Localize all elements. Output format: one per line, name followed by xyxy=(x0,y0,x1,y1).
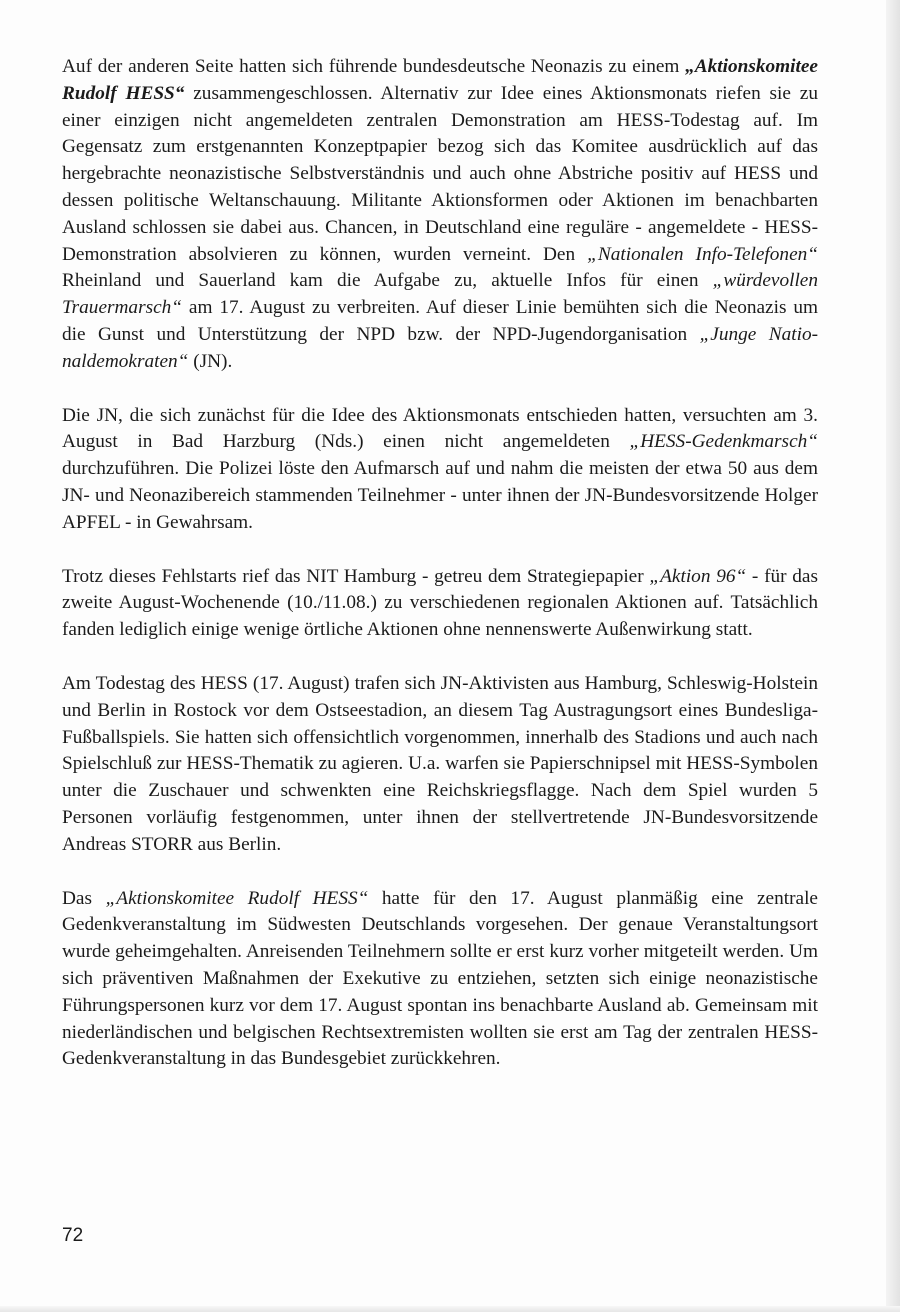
scan-edge xyxy=(886,0,900,1312)
text-span: Das xyxy=(62,887,106,909)
text-span: Rheinland und Sauerland kam die Aufgabe zu, aktuelle Infos für einen xyxy=(62,270,713,292)
text-span: Trotz dieses Fehlstarts rief das NIT Hamburg - getreu dem Strategiepapier xyxy=(62,565,650,587)
text-span: durchzuführen. Die Polizei löste den Aufmarsch auf und nahm die meisten der etwa 50 aus dem JN- und Neonazibereich stammenden Teilnehmer - unter ihnen der JN-Bundesvorsitzende Holger APFEL - in Gewahrsam. xyxy=(62,458,818,533)
italic-span: „Nationalen Info-Telefonen“ xyxy=(587,243,818,265)
text-span: (JN). xyxy=(188,350,233,372)
paragraph xyxy=(62,54,818,376)
text-span: Die JN, die sich zunächst für die Idee des Aktionsmonats entschieden hatten, versuchten am 3. August in Bad Harzburg (Nds.) einen nicht angemeldeten xyxy=(62,404,818,453)
italic-span: „Aktionskomitee Rudolf HESS“ xyxy=(105,887,369,909)
text-span: zusammengeschlossen. Alternativ zur Idee eines Aktionsmonats riefen sie zu einer einzigen nicht angemeldeten zentralen Demonstration am HESS-Todestag auf. Im Gegensatz zum erstgenannten Konzeptpapier bezog sich das Komitee ausdrücklich auf das hergebrachte neonazistische Selbstverständnis und auch ohne Abstriche positiv auf HESS und dessen politische Weltanschauung. Militante Aktionsformen oder Aktionen im benachbarten Ausland schlossen sie dabei aus. Chancen, in Deutschland eine reguläre - angemeldete - HESS-Demonstration absolvieren zu können, wurden verneint. Den xyxy=(62,82,818,265)
italic-span: „Aktion 96“ xyxy=(649,565,747,587)
paragraph xyxy=(62,403,818,537)
paragraph xyxy=(62,564,818,644)
bold-italic-span: „Aktionskomitee Rudolf HESS“ xyxy=(62,56,818,104)
text-span: hatte für den 17. August planmäßig eine zentrale Gedenkveranstaltung im Südwesten Deutschlands vorgesehen. Der genaue Veranstaltungsort wurde geheimgehalten. Anreisenden Teilnehmern sollte er erst kurz vorher mitgeteilt werden. Um sich präventiven Maßnahmen der Exekutive zu entziehen, setzten sich einige neonazistische Führungspersonen kurz vor dem 17. August spontan ins benachbarte Ausland ab. Gemeinsam mit niederländischen und belgischen Rechtsextremisten wollten sie erst am Tag der zentralen HESS-Gedenkveranstaltung in das Bundesgebiet zurückkehren. xyxy=(62,887,818,1070)
body-text xyxy=(62,54,818,1073)
paragraph xyxy=(62,671,818,859)
paragraph xyxy=(62,886,818,1074)
text-span: Auf der anderen Seite hatten sich führende bundesdeutsche Neonazis zu einem xyxy=(62,56,686,77)
text-span: - für das zweite August-Wochenende (10./11.08.) zu verschiedenen regionalen Aktionen auf. Tatsächlich fanden lediglich einige wenige örtliche Aktionen ohne nennenswerte Außenwirkung statt. xyxy=(62,565,818,641)
scan-edge-bottom xyxy=(0,1306,900,1312)
text-span: am 17. August zu verbreiten. Auf dieser Linie bemühten sich die Neonazis um die Gunst und Unterstützung der NPD bzw. der NPD-Jugendorganisation xyxy=(62,297,818,345)
page-number: 72 xyxy=(62,1225,84,1246)
text-span: Am Todestag des HESS (17. August) trafen sich JN-Aktivisten aus Hamburg, Schleswig-Holstein und Berlin in Rostock vor dem Ostseestadion, an diesem Tag Austragungsort eines Bundesliga-Fußballspiels. Sie hatten sich offensichtlich vorgenommen, innerhalb des Stadions und auch nach Spielschluß zur HESS-Thematik zu agieren. U.a. warfen sie Papierschnipsel mit HESS-Symbolen unter die Zuschauer und schwenkten eine Reichskriegsflagge. Nach dem Spiel wurden 5 Personen vorläufig festgenommen, unter ihnen der stellvertretende JN-Bundesvorsitzende Andreas STORR aus Berlin. xyxy=(62,672,818,855)
italic-span: „HESS-Gedenkmarsch“ xyxy=(629,431,818,453)
italic-span: „würdevollen Trauermarsch“ xyxy=(62,270,818,319)
italic-span: „Junge Nationaldemokraten“ xyxy=(62,323,819,372)
